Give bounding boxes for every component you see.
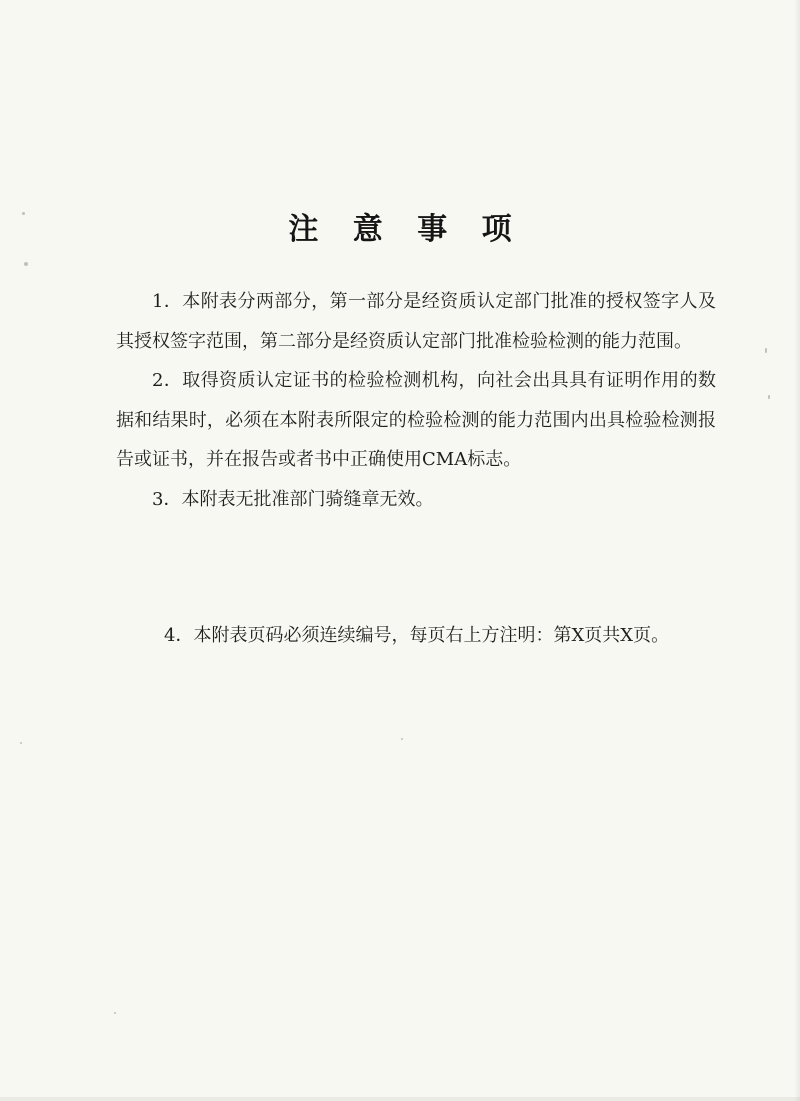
note-item-3: 3．本附表无批准部门骑缝章无效。: [152, 488, 434, 510]
note-item-1: 1．本附表分两部分，第一部分是经资质认定部门批准的授权签字人及其授权签字范围，第二部分是经资质认定部门批准检验检测的能力范围。: [116, 291, 716, 352]
scan-speck: [114, 1012, 116, 1014]
note-item-4: 4．本附表页码必须连续编号，每页右上方注明：第X页共X页。: [164, 625, 670, 646]
page-title: 注 意 事 项: [288, 212, 524, 247]
scan-bottom-shadow: [0, 1097, 800, 1101]
scan-speck: [768, 395, 770, 399]
note-item-2: 2．取得资质认定证书的检验检测机构，向社会出具具有证明作用的数据和结果时，必须在本附表所限定的检验检测的能力范围内出具检验检测报告或证书，并在报告或者书中正确使用CMA标志。: [116, 370, 716, 470]
notes-list: [116, 282, 716, 646]
scan-speck: [401, 738, 403, 740]
scan-speck: [765, 348, 767, 353]
scan-speck: [20, 742, 22, 744]
scan-edge-shadow: [794, 0, 800, 1101]
scan-speck: [24, 262, 28, 266]
